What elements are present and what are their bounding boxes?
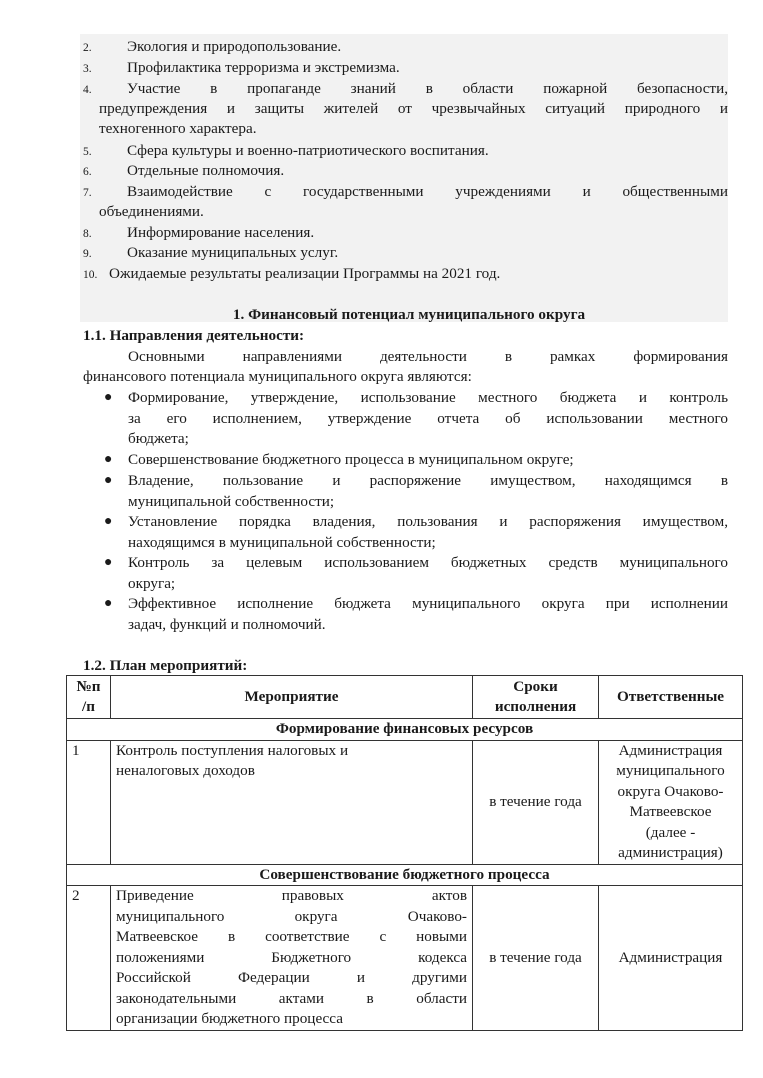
bullet-item — [104, 450, 728, 471]
row-event-line: организации бюджетного процесса — [116, 1010, 343, 1027]
bullet-line: Формирование, утверждение, использование местного бюджета и контроль — [128, 389, 728, 406]
toc-item-text: Информирование населения. — [127, 224, 315, 241]
row-responsible — [599, 886, 743, 1031]
toc-item-number: 6. — [83, 166, 92, 178]
toc-item-text-continued: техногенного характера. — [99, 120, 257, 137]
header-num-line: /п — [82, 698, 95, 715]
row-event-line: Матвеевское в соответствие с новыми — [116, 928, 467, 945]
row-responsible — [599, 740, 743, 864]
bullet-item — [104, 594, 728, 635]
toc-item-text: Профилактика терроризма и экстремизма. — [127, 59, 400, 76]
bullet-item — [104, 471, 728, 512]
bullet-line: находящимся в муниципальной собственности; — [128, 533, 436, 551]
plan-table — [66, 675, 743, 1031]
toc-item-text: Участие в пропаганде знаний в области пожарной безопасности, — [127, 80, 728, 97]
toc-item-number: 9. — [83, 248, 92, 260]
bullet-line: Эффективное исполнение бюджета муниципального округа при исполнении — [128, 595, 728, 612]
row-term: в течение года — [473, 886, 599, 1031]
bullet-line: за его исполнением, утверждение отчета об использовании местного — [128, 409, 728, 427]
bullet-item — [104, 388, 728, 450]
bullet-icon: ● — [104, 514, 113, 529]
row-responsible-line: Матвеевское — [629, 803, 712, 820]
header-num — [67, 676, 111, 719]
table-section-title: Совершенствование бюджетного процесса — [67, 864, 743, 886]
bullet-line: Совершенствование бюджетного процесса в муниципальном округе; — [128, 451, 574, 468]
bullet-line: задач, функций и полномочий. — [128, 615, 326, 633]
table-row — [67, 740, 743, 864]
bullet-line: округа; — [128, 574, 176, 592]
toc-item-number: 8. — [83, 228, 92, 240]
row-number: 2 — [67, 886, 111, 1031]
toc-item-text-continued: объединениями. — [99, 203, 204, 220]
toc-item-text: Взаимодействие с государственными учреждениями и общественными — [127, 183, 728, 200]
toc-item-number: 5. — [83, 146, 92, 158]
toc-item — [83, 161, 728, 182]
table-header-row — [67, 676, 743, 719]
row-responsible-line: муниципального — [616, 762, 725, 779]
bullet-icon: ● — [104, 390, 113, 405]
row-responsible-line: (далее - — [645, 823, 696, 841]
toc-item — [83, 243, 728, 264]
toc-item-number: 10. — [83, 269, 98, 281]
toc-item-number: 7. — [83, 187, 92, 199]
table-row — [67, 886, 743, 1031]
bullet-item — [104, 512, 728, 553]
row-responsible-line: администрация) — [618, 844, 723, 861]
row-responsible-line: Администрация — [618, 948, 723, 966]
bullet-icon: ● — [104, 473, 113, 488]
header-responsible: Ответственные — [599, 676, 743, 719]
toc-item-number: 3. — [83, 63, 92, 75]
table-section-row — [67, 719, 743, 741]
toc-item — [83, 79, 728, 100]
row-event — [111, 886, 473, 1031]
intro-paragraph-line: Основными направлениями деятельности в рамках формирования — [128, 348, 728, 365]
row-responsible-line: округа Очаково- — [617, 782, 724, 800]
header-event: Мероприятие — [111, 676, 473, 719]
bullet-line: бюджета; — [128, 430, 189, 447]
bullet-icon: ● — [104, 596, 113, 611]
row-event-line: Контроль поступления налоговых и — [116, 741, 349, 759]
section-subtitle: 1.1. Направления деятельности: — [83, 327, 305, 344]
bullet-icon: ● — [104, 452, 113, 467]
header-term-line: исполнения — [494, 698, 577, 715]
row-term: в течение года — [473, 740, 599, 864]
section-title: 1. Финансовый потенциал муниципального округа — [232, 306, 586, 323]
row-event-line: законодательными актами в области — [116, 989, 467, 1007]
row-event-line: Российской Федерации и другими — [116, 969, 467, 986]
toc-item-number: 2. — [83, 42, 92, 54]
row-number: 1 — [67, 740, 111, 864]
bullet-item — [104, 553, 728, 594]
row-responsible-line: Администрация — [618, 741, 723, 759]
toc-item-text: Отдельные полномочия. — [127, 162, 285, 179]
toc-item-text: Ожидаемые результаты реализации Программы на 2021 год. — [109, 265, 501, 282]
bullet-line: Контроль за целевым использованием бюджетных средств муниципального — [128, 554, 728, 571]
row-event-line: положениями Бюджетного кодекса — [116, 948, 467, 966]
header-num-line: №п — [76, 677, 101, 695]
toc-item-text: Оказание муниципальных услуг. — [127, 244, 339, 261]
bullet-icon: ● — [104, 555, 113, 570]
table-section-title: Формирование финансовых ресурсов — [67, 719, 743, 741]
toc-item-text: Сфера культуры и военно-патриотического воспитания. — [127, 142, 489, 159]
plan-title: 1.2. План мероприятий: — [83, 657, 248, 674]
row-event-line: муниципального округа Очаково- — [116, 907, 467, 925]
toc-item — [83, 58, 728, 79]
intro-paragraph-line: финансового потенциала муниципального округа являются: — [83, 368, 472, 385]
bullet-line: Установление порядка владения, пользования и распоряжения имуществом, — [128, 513, 728, 530]
toc-item — [83, 37, 728, 58]
bullet-line: Владение, пользование и распоряжение имуществом, находящимся в — [128, 472, 728, 489]
row-event — [111, 740, 473, 864]
toc-item-text: Экология и природопользование. — [127, 38, 342, 55]
toc-item-text-continued: предупреждения и защиты жителей от чрезвычайных ситуаций природного и — [99, 100, 728, 117]
bullet-line: муниципальной собственности; — [128, 492, 335, 510]
toc-item-number: 4. — [83, 84, 92, 96]
table-section-row — [67, 864, 743, 886]
toc-item — [83, 223, 728, 244]
header-term-line: Сроки — [513, 677, 558, 695]
row-event-line: неналоговых доходов — [116, 762, 255, 779]
toc-item — [83, 182, 728, 203]
toc-item — [83, 264, 728, 285]
header-term — [473, 676, 599, 719]
toc-item — [83, 141, 728, 162]
row-event-line: Приведение правовых актов — [116, 887, 467, 904]
